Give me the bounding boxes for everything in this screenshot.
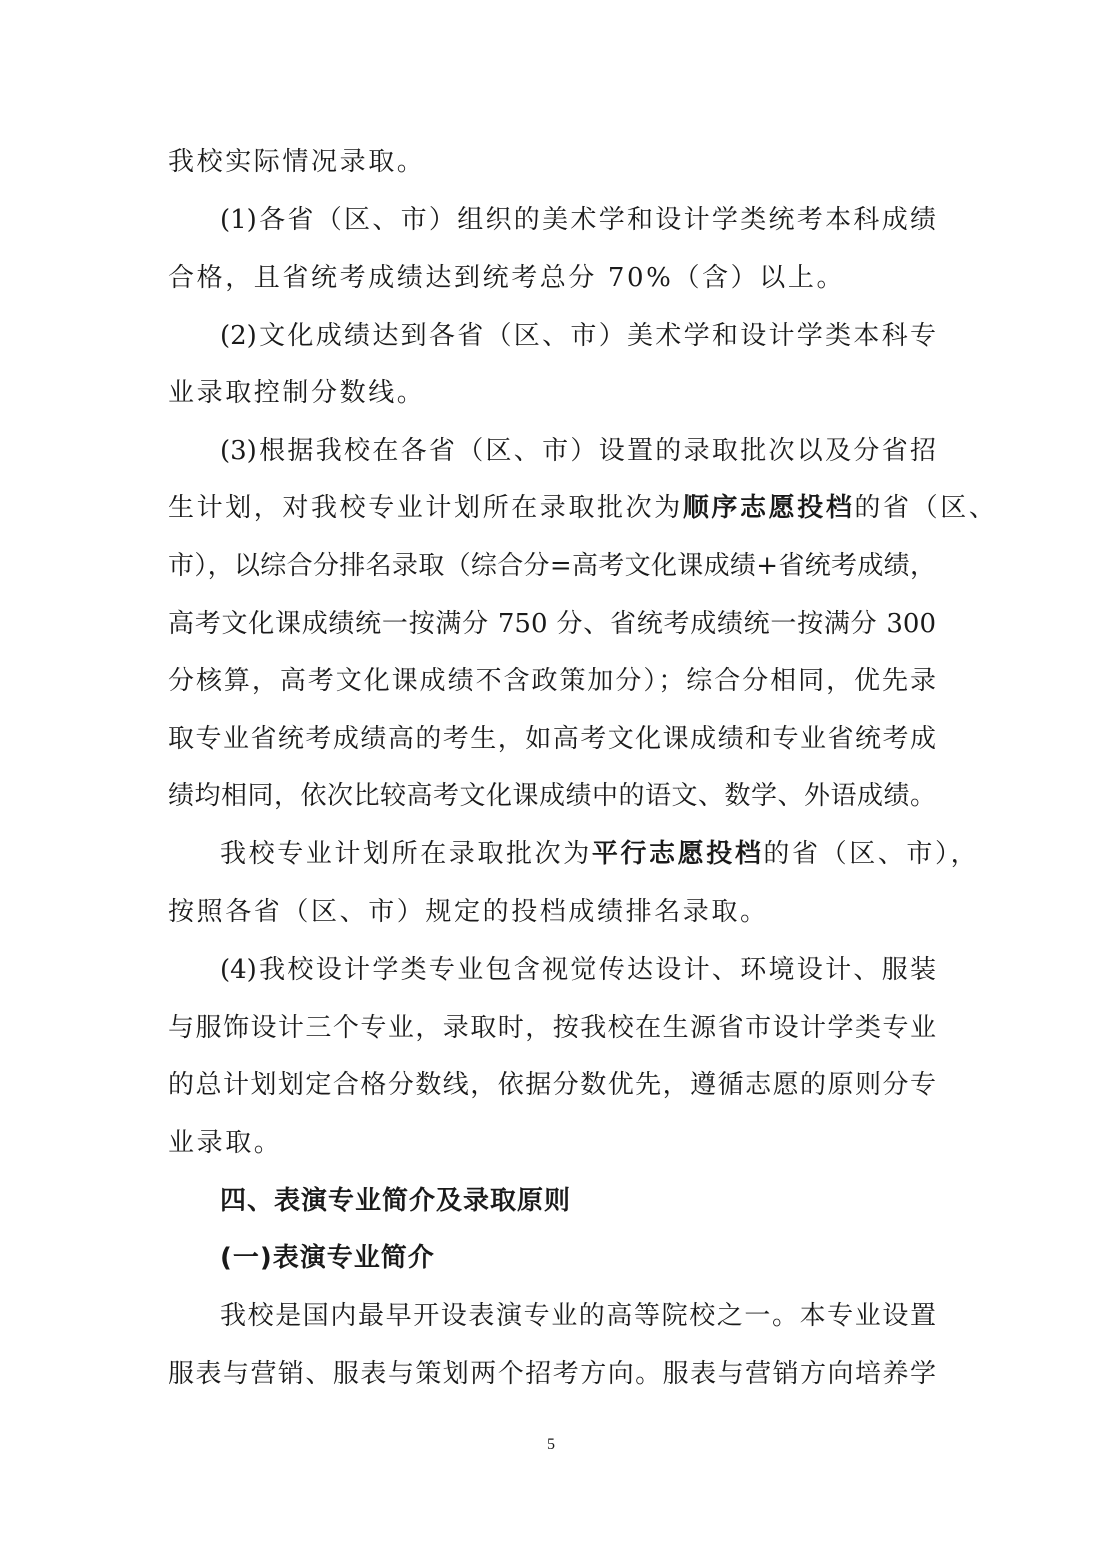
- list-item-1-line: 合格，且省统考成绩达到统考总分 70%（含）以上。: [168, 263, 846, 293]
- list-item-3-line: (3)根据我校在各省（区、市）设置的录取批次以及分省招: [220, 436, 936, 466]
- emphasis-sequential-admission: 顺序志愿投档: [682, 493, 855, 523]
- section-heading: 四、表演专业简介及录取原则: [220, 1186, 572, 1216]
- list-item-3-line: 分核算，高考文化课成绩不含政策加分）；综合分相同，优先录: [168, 666, 936, 696]
- list-item-2-line: 业录取控制分数线。: [168, 378, 426, 408]
- list-item-4-line: (4)我校设计学类专业包含视觉传达设计、环境设计、服装: [220, 955, 936, 985]
- list-item-3-line: 市），以综合分排名录取（综合分=高考文化课成绩+省统考成绩，: [168, 551, 936, 581]
- text-segment: 生计划，对我校专业计划所在录取批次为: [168, 493, 683, 523]
- paragraph-line: [220, 834, 980, 874]
- list-item-4-line: 的总计划划定合格分数线，依据分数优先，遵循志愿的原则分专: [168, 1070, 936, 1100]
- emphasis-parallel-admission: 平行志愿投档: [591, 839, 764, 869]
- list-item-4-line: 业录取。: [168, 1128, 283, 1158]
- page-number: 5: [547, 1436, 555, 1453]
- list-item-3-line: 取专业省统考成绩高的考生，如高考文化课成绩和专业省统考成: [168, 724, 936, 754]
- subsection-heading: (一)表演专业简介: [220, 1243, 435, 1273]
- list-item-3-line: 绩均相同，依次比较高考文化课成绩中的语文、数学、外语成绩。: [168, 781, 936, 811]
- text-segment: 我校专业计划所在录取批次为: [220, 839, 592, 869]
- text-segment: 的省（区、: [854, 493, 998, 523]
- text-line: 我校实际情况录取。: [168, 147, 426, 177]
- list-item-1-line: (1)各省（区、市）组织的美术学和设计学类统考本科成绩: [220, 205, 936, 235]
- list-item-4-line: 与服饰设计三个专业，录取时，按我校在生源省市设计学类专业: [168, 1013, 936, 1043]
- paragraph-line: 我校是国内最早开设表演专业的高等院校之一。本专业设置: [220, 1301, 936, 1331]
- list-item-3-line: [168, 488, 998, 528]
- list-item-2-line: (2)文化成绩达到各省（区、市）美术学和设计学类本科专: [220, 321, 936, 351]
- paragraph-line: 按照各省（区、市）规定的投档成绩排名录取。: [168, 897, 769, 927]
- list-item-3-line: 高考文化课成绩统一按满分 750 分、省统考成绩统一按满分 300: [168, 609, 936, 639]
- paragraph-line: 服表与营销、服表与策划两个招考方向。服表与营销方向培养学: [168, 1359, 936, 1389]
- text-segment: 的省（区、市），: [763, 839, 980, 869]
